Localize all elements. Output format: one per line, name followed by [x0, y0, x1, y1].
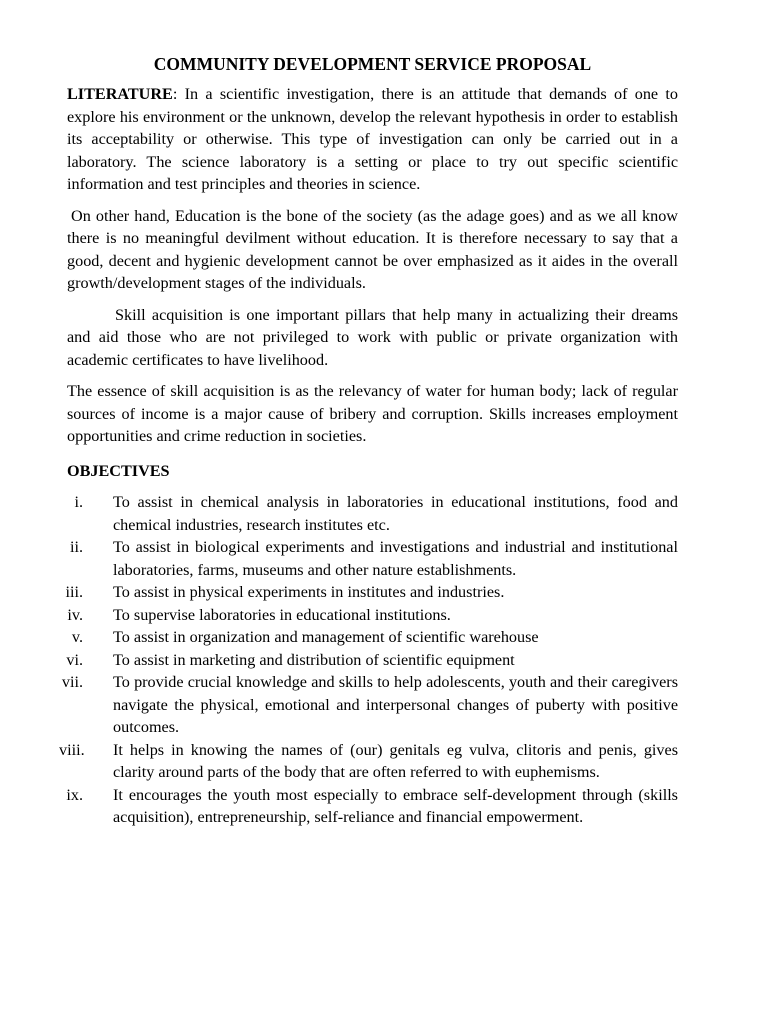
list-item-text: To assist in organization and management of scientific warehouse [113, 628, 539, 646]
list-item-text: It helps in knowing the names of (our) genitals eg vulva, clitoris and penis, gives clarity around parts of the body that are often referred to with euphemisms. [113, 740, 678, 781]
literature-label: LITERATURE [67, 85, 173, 103]
list-item [67, 784, 678, 829]
list-item-number: i. [74, 493, 83, 511]
list-item-text: It encourages the youth most especially to embrace self-development through (skills acquisition), entrepreneurship, self-reliance and financial empowerment. [113, 785, 678, 826]
list-item-number: viii. [59, 740, 85, 759]
list-item-number: v. [71, 628, 83, 646]
list-item [67, 604, 678, 627]
essence-paragraph: The essence of skill acquisition is as the relevancy of water for human body; lack of regular sources of income is a major cause of bribery and corruption. Skills increases employment opportunities and crime reduction in societies. [67, 382, 678, 445]
list-item [67, 581, 678, 604]
literature-text: : In a scientific investigation, there is an attitude that demands of one to explore his environment or the unknown, develop the relevant hypothesis in order to establish its acceptability or otherwise. This type of investigation can only be carried out in a laboratory. The science laboratory is a setting or place to try out specific scientific information and test principles and theories in science. [67, 85, 678, 193]
education-paragraph: On other hand, Education is the bone of the society (as the adage goes) and as we all know there is no meaningful devilment without education. It is therefore necessary to say that a good, decent and hygienic development cannot be over emphasized as it aides in the overall growth/development stages of the individuals. [67, 206, 678, 292]
list-item [59, 739, 678, 784]
list-item-text: To assist in physical experiments in institutes and industries. [113, 583, 505, 601]
document-title: COMMUNITY DEVELOPMENT SERVICE PROPOSAL [153, 54, 592, 74]
document-page [59, 52, 678, 829]
list-item [67, 626, 678, 649]
objectives-list [59, 491, 678, 829]
literature-paragraph [67, 83, 678, 196]
objectives-heading: OBJECTIVES [67, 461, 170, 480]
list-item [67, 491, 678, 536]
skill-acquisition-paragraph: Skill acquisition is one important pillars that help many in actualizing their dreams and aid those who are not privileged to work with public or private organization with academic certificates to have livelihood. [67, 305, 678, 369]
list-item-number: iii. [65, 583, 83, 601]
list-item [67, 649, 678, 672]
list-item-text: To assist in biological experiments and investigations and industrial and institutional laboratories, farms, museums and other nature establishments. [113, 538, 678, 579]
list-item-text: To assist in chemical analysis in laboratories in educational institutions, food and chemical industries, research institutes etc. [113, 493, 678, 534]
list-item [61, 671, 678, 739]
list-item-text: To provide crucial knowledge and skills to help adolescents, youth and their caregivers navigate the physical, emotional and interpersonal changes of puberty with positive outcomes. [113, 673, 678, 736]
list-item [67, 536, 678, 581]
list-item-number: ii. [69, 538, 83, 556]
list-item-number: vi. [66, 650, 83, 669]
list-item-number: iv. [67, 605, 83, 624]
list-item-text: To assist in marketing and distribution of scientific equipment [113, 650, 515, 669]
list-item-number: vii. [61, 673, 83, 691]
list-item-number: ix. [66, 785, 83, 804]
list-item-text: To supervise laboratories in educational institutions. [113, 605, 451, 624]
